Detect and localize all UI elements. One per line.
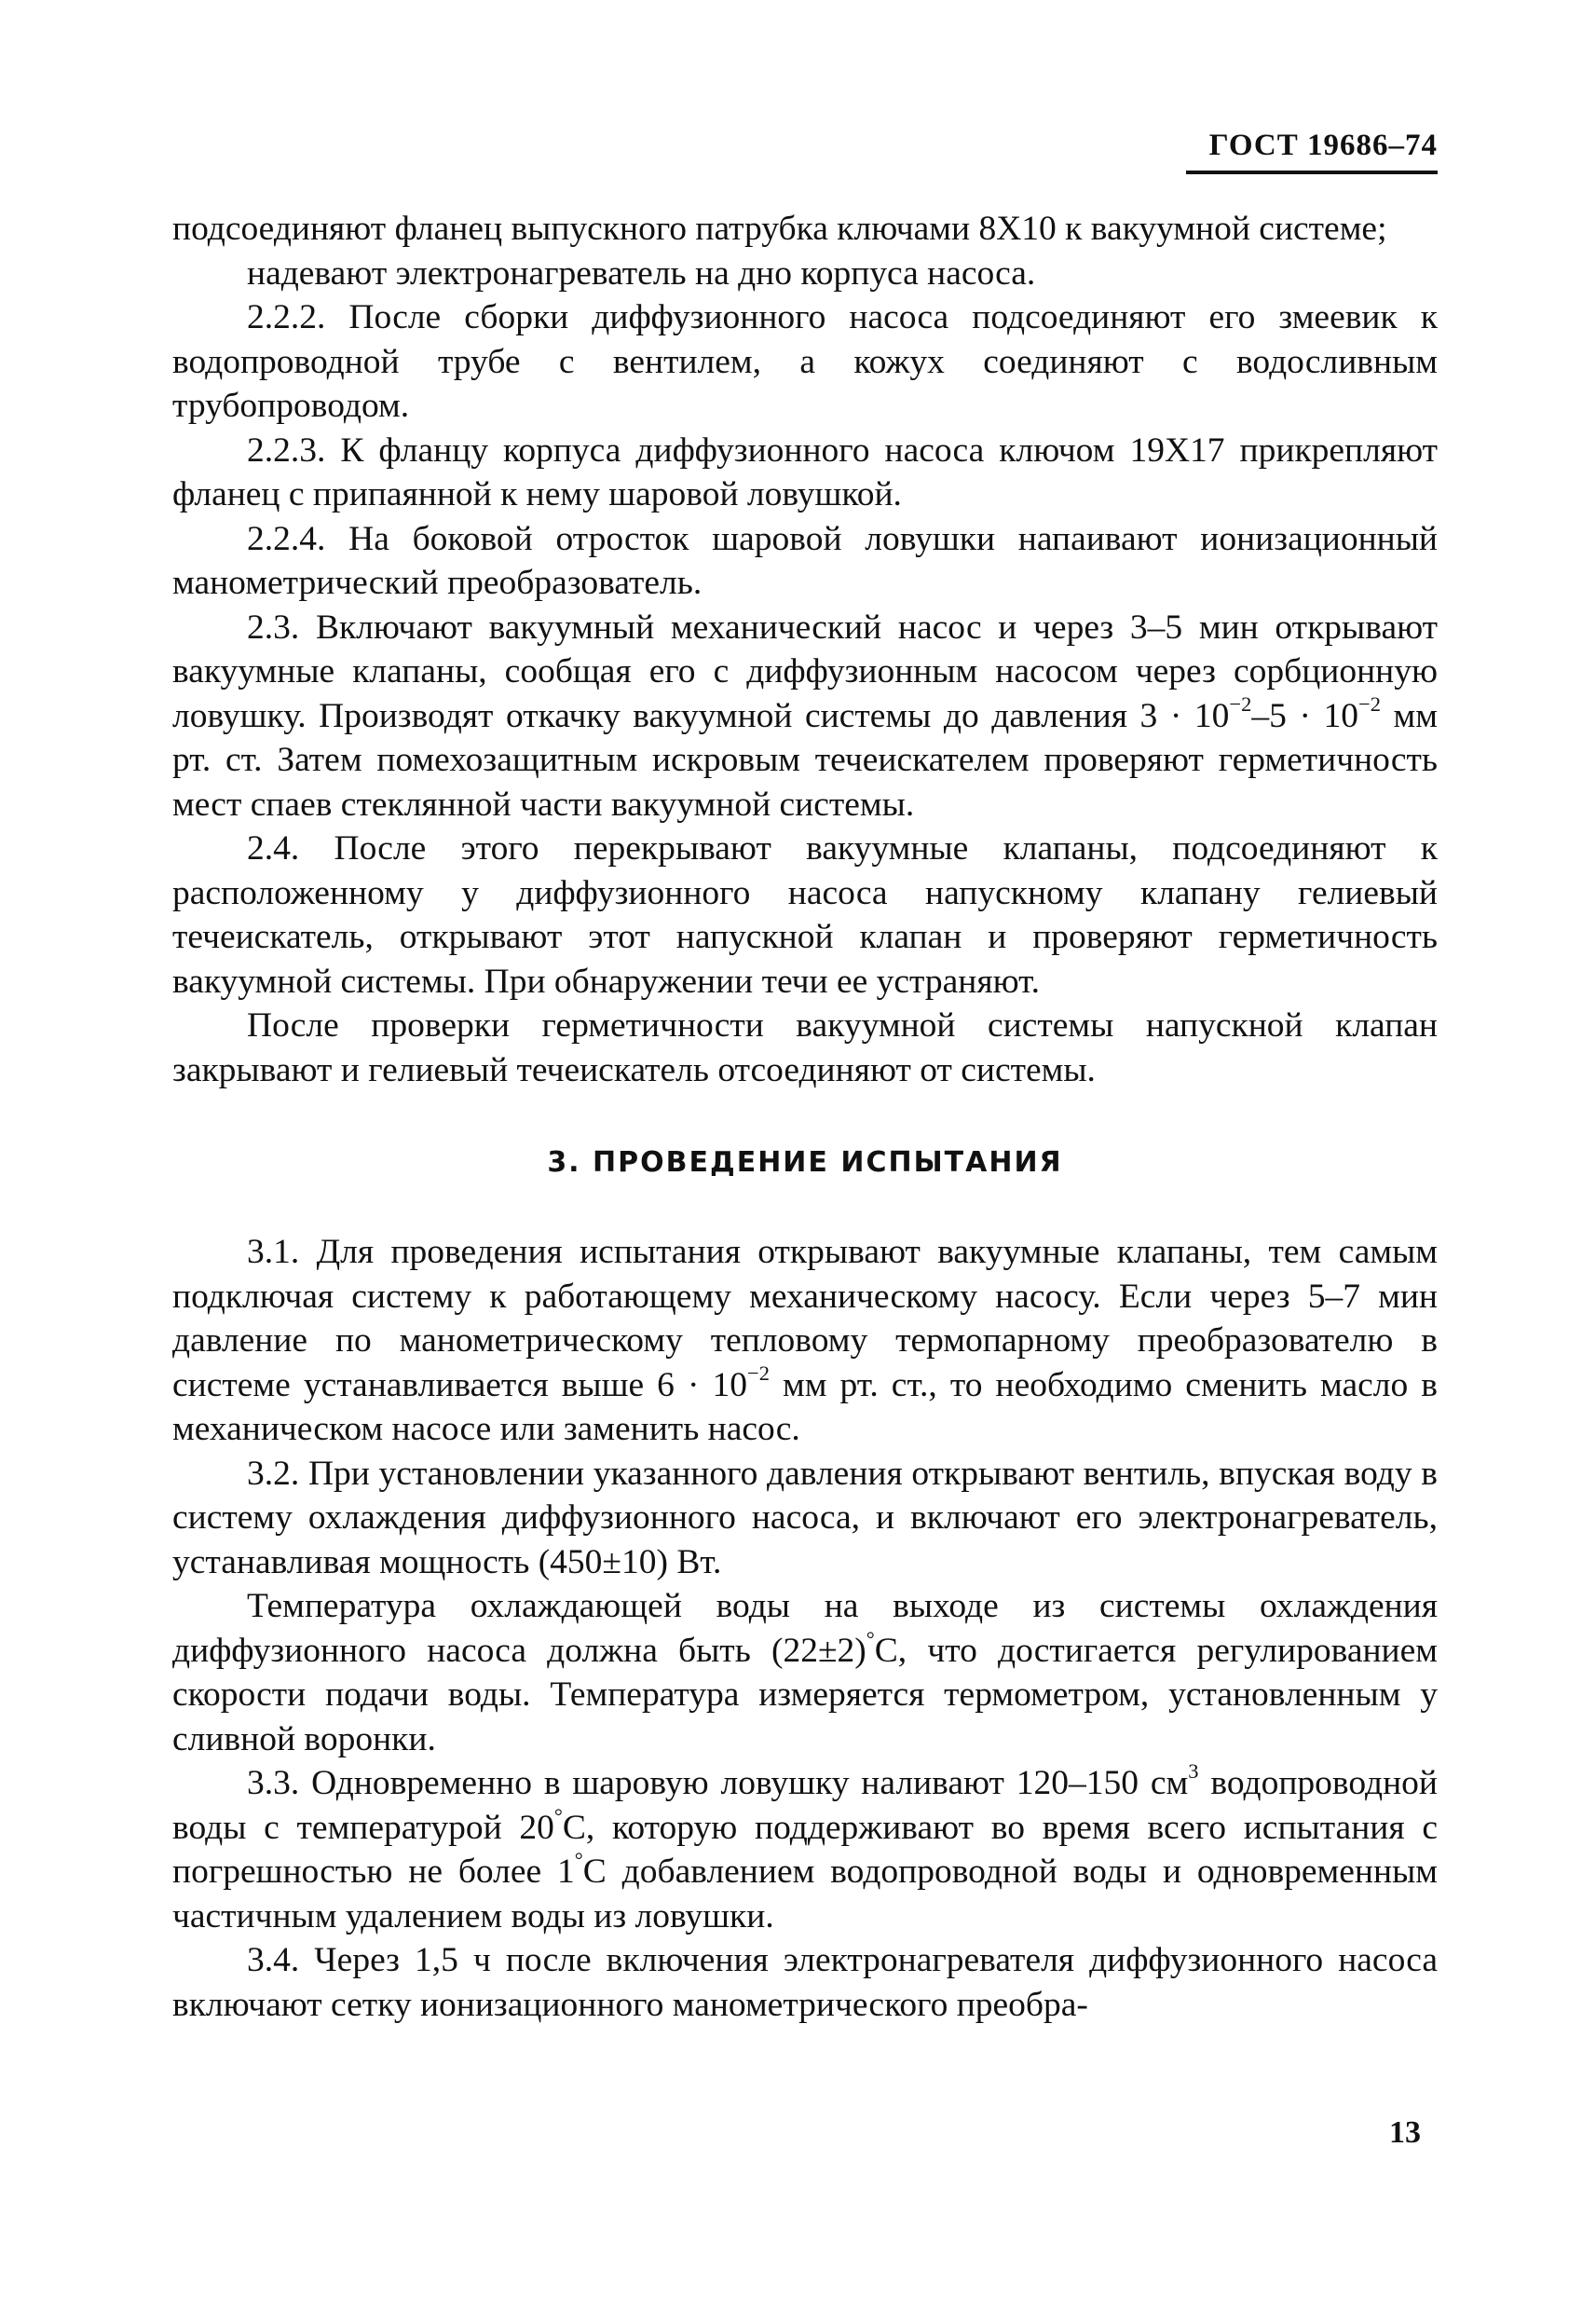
page-number: 13 — [1389, 2115, 1421, 2150]
paragraph-2-2-4: 2.2.4. На боковой отросток шаровой ловушки напаивают ионизационный манометрический преобразователь. — [172, 519, 1438, 602]
paragraph-after-check: После проверки герметичности вакуумной системы напускной клапан закрывают и гелиевый течеискатель отсоединяют от системы. — [172, 1006, 1438, 1089]
standard-designation: ГОСТ 19686–74 — [1208, 129, 1438, 162]
header-underline — [1186, 171, 1438, 174]
paragraph-heater: надевают электронагреватель на дно корпуса насоса. — [247, 253, 1036, 293]
page-header — [1186, 129, 1438, 174]
paragraph-2-3: 2.3. Включают вакуумный механический насос и через 3–5 мин открывают вакуумные клапаны, сообщая его с диффузионным насосом через сорбционную ловушку. Производят откачку вакуумной системы до давления $3 \cdot 10^{-2}-5 \cdot 10^{-2}$ мм рт. ст. Затем помехозащитным искровым течеискателем проверяют герметичность мест спаев стеклянной части вакуумной системы. — [172, 608, 1438, 824]
paragraph-3-1: 3.1. Для проведения испытания открывают вакуумные клапаны, тем самым подключая систему к работающему механическому насосу. Если через 5–7 мин давление по манометрическому тепловому термопарному преобразователю в системе устанавливается выше $6 \cdot 10^{-2}$ мм рт. ст., то необходимо сменить масло в механическом насосе или заменить насос. — [172, 1233, 1438, 1448]
section-3-title: 3. ПРОВЕДЕНИЕ ИСПЫТАНИЯ — [547, 1146, 1063, 1179]
paragraph-2-2-2: 2.2.2. После сборки диффузионного насоса подсоединяют его змеевик к водопроводной трубе с вентилем, а кожух соединяют с водосливным трубопроводом. — [172, 298, 1438, 425]
document-body — [172, 207, 1438, 2027]
paragraph-3-3: 3.3. Одновременно в шаровую ловушку наливают 120–150 $см^3$ водопроводной воды с температурой 20°С, которую поддерживают во время всего испытания с погрешностью не более 1°С добавлением водопроводной воды и одновременным частичным удалением воды из ловушки. — [172, 1759, 1438, 1935]
paragraph-2-2-3: 2.2.3. К фланцу корпуса диффузионного насоса ключом 19Х17 прикрепляют фланец с припаянной к нему шаровой ловушкой. — [172, 431, 1438, 513]
paragraph-3-2: 3.2. При установлении указанного давления открывают вентиль, впуская воду в систему охлаждения диффузионного насоса, и включают его электронагреватель, устанавливая мощность (450±10) Вт. — [172, 1454, 1438, 1581]
paragraph-water-temperature: Температура охлаждающей воды на выходе из системы охлаждения диффузионного насоса должна быть (22±2)°С, что достигается регулированием скорости подачи воды. Температура измеряется термометром, установленным у сливной воронки. — [172, 1587, 1438, 1758]
paragraph-3-4: 3.4. Через 1,5 ч после включения электронагревателя диффузионного насоса включают сетку ионизационного манометрического преобра- — [172, 1941, 1438, 2024]
paragraph-flange-connect: подсоединяют фланец выпускного патрубка ключами 8Х10 к вакуумной системе; — [172, 210, 1387, 248]
paragraph-2-4: 2.4. После этого перекрывают вакуумные клапаны, подсоединяют к расположенному у диффузионного насоса напускному клапану гелиевый течеискатель, открывают этот напускной клапан и проверяют герметичность вакуумной системы. При обнаружении течи ее устраняют. — [172, 829, 1438, 1001]
